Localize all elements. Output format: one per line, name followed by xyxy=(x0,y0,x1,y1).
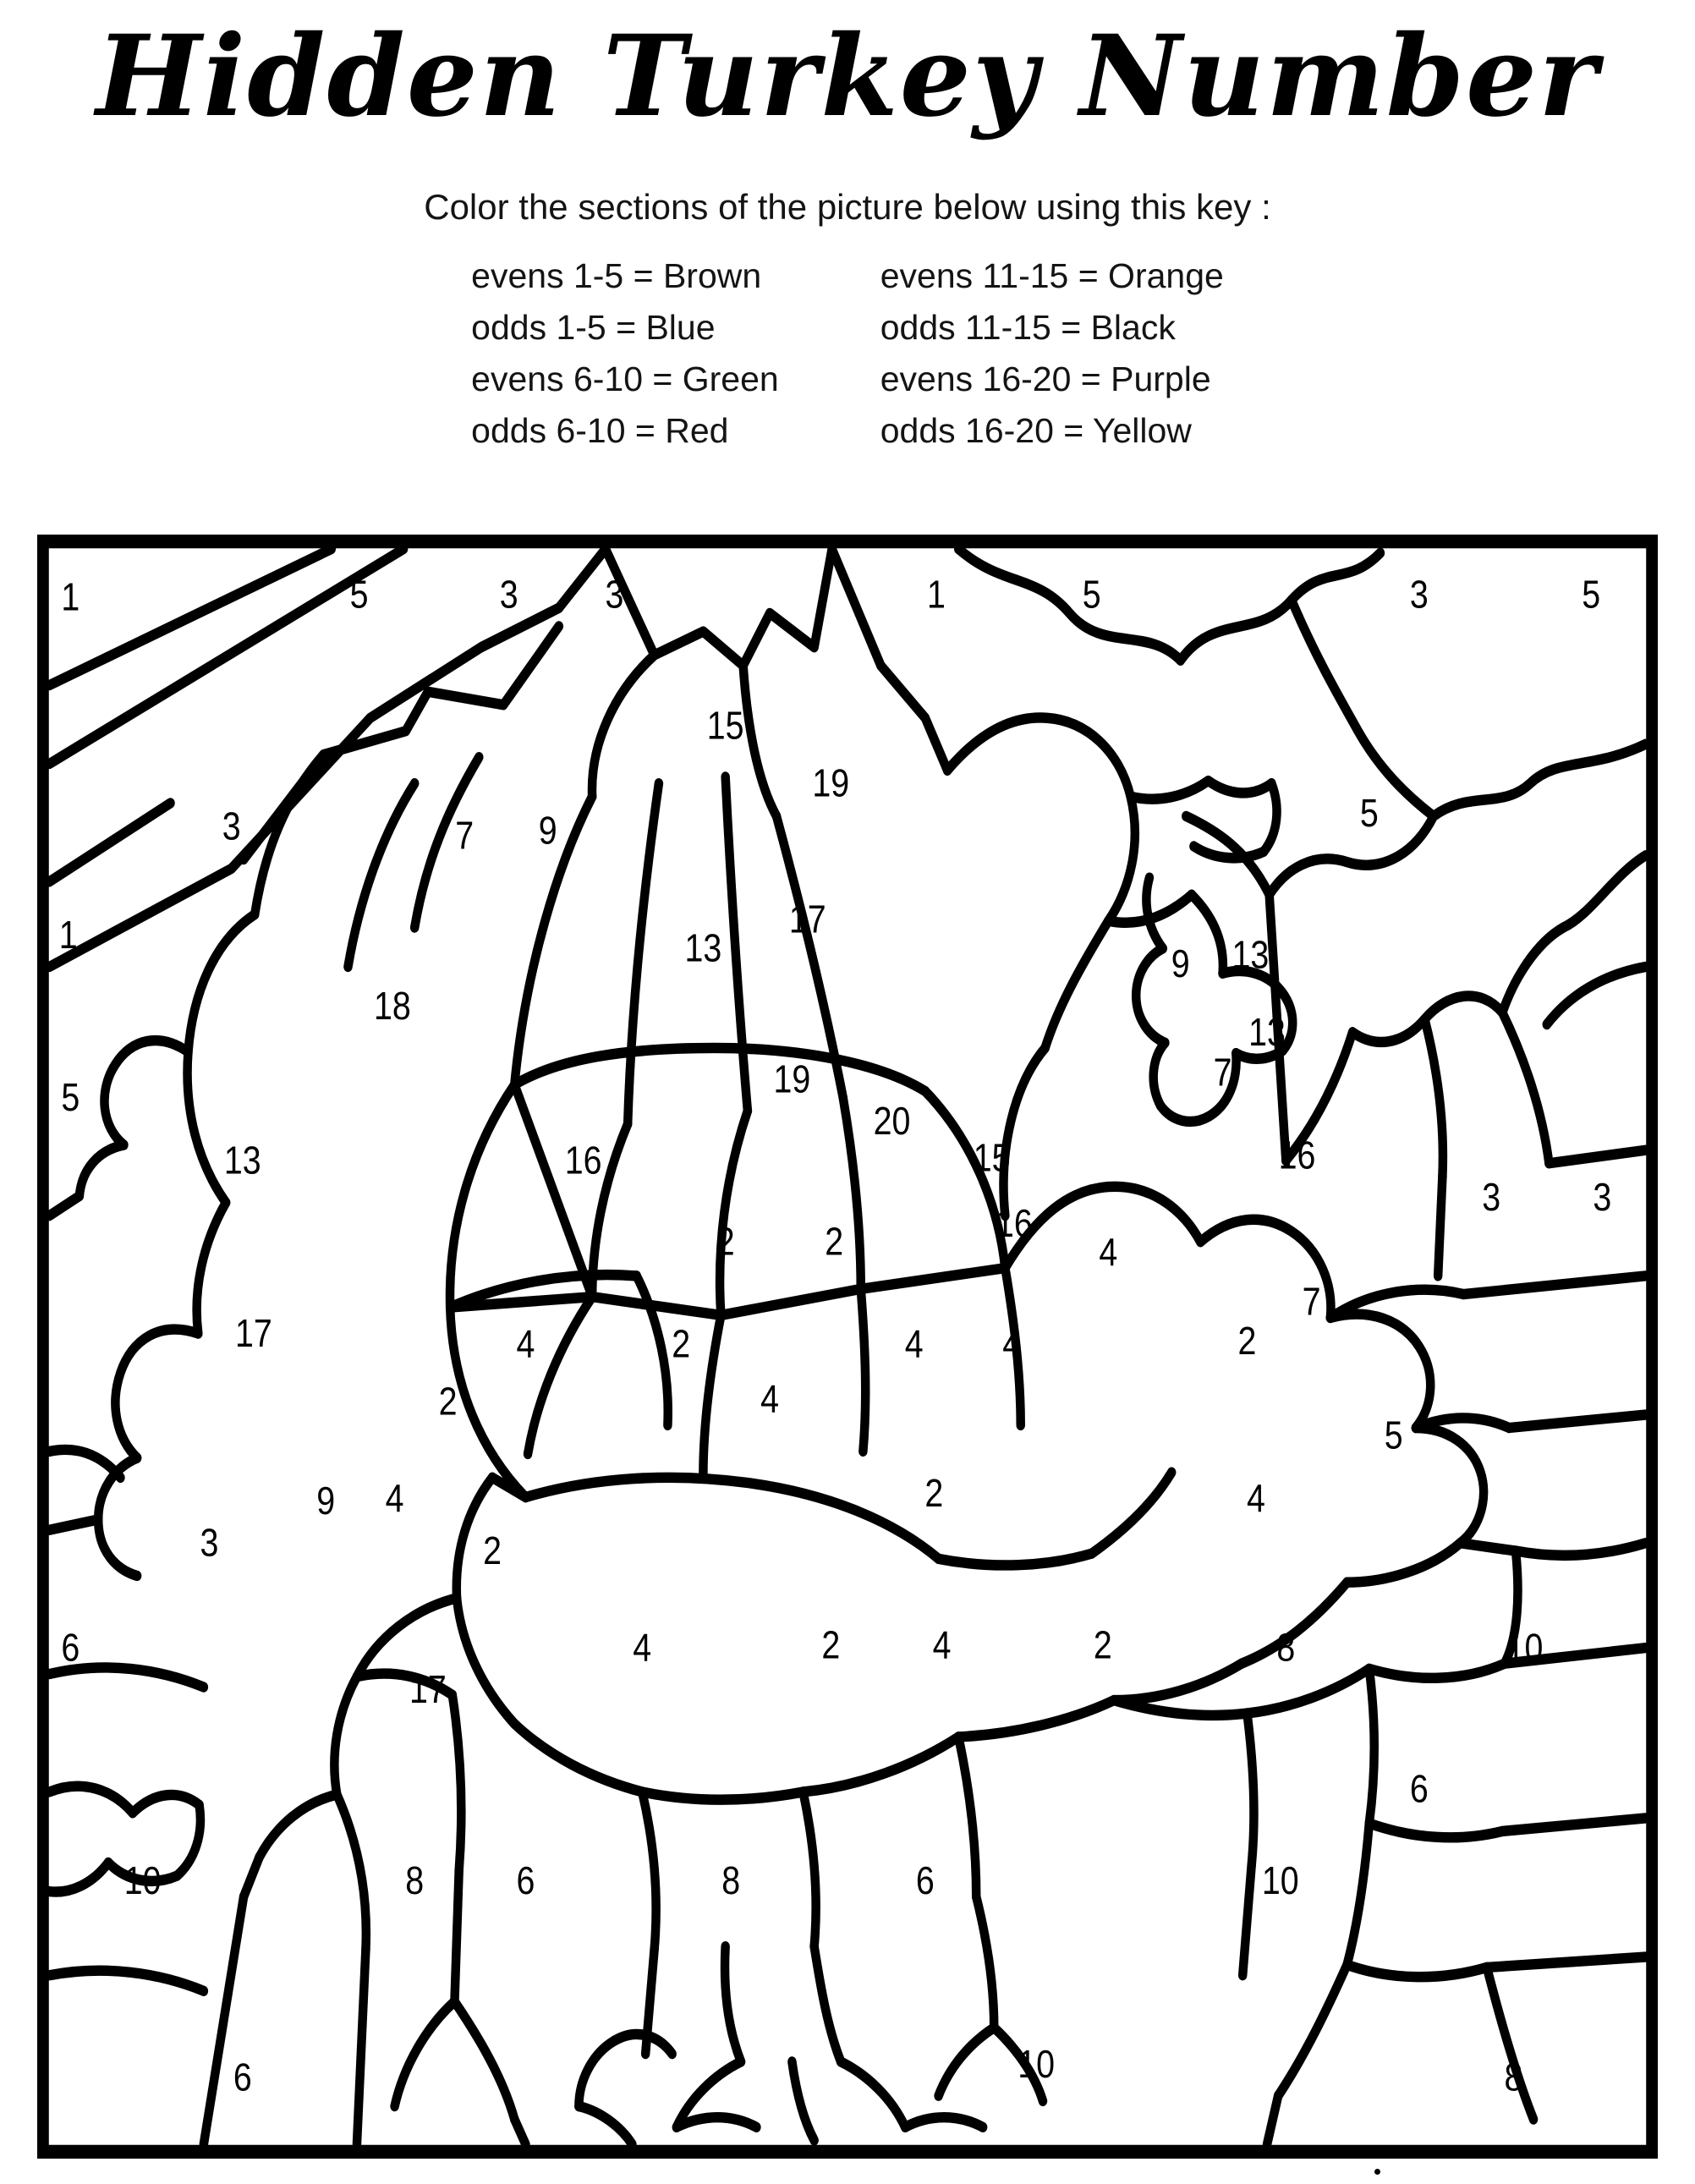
region-number: 2 xyxy=(483,1528,502,1573)
region-number: 8 xyxy=(1504,2055,1523,2100)
region-number: 4 xyxy=(760,1377,780,1422)
region-number: 19 xyxy=(773,1057,811,1102)
region-number: 9 xyxy=(538,809,557,853)
region-number: 17 xyxy=(235,1311,272,1356)
region-number: 7 xyxy=(1302,1280,1321,1325)
region-number: 3 xyxy=(200,1521,219,1566)
region-number: 3 xyxy=(1482,1175,1501,1220)
region-number: 2 xyxy=(825,1220,844,1265)
region-number: 20 xyxy=(873,1100,911,1144)
region-number: 5 xyxy=(1384,1413,1403,1458)
region-number: 5 xyxy=(349,573,369,617)
region-number: 17 xyxy=(409,1668,447,1712)
key-item-odds-11-15: odds 11-15 = Black xyxy=(880,307,1176,347)
key-item-odds-1-5: odds 1-5 = Blue xyxy=(471,307,716,347)
region-number: 3 xyxy=(222,804,241,849)
region-number: 15 xyxy=(706,704,744,749)
region-number: 3 xyxy=(1593,1175,1612,1220)
key-item-evens-6-10: evens 6-10 = Green xyxy=(471,359,779,398)
region-number: 6 xyxy=(915,1859,935,1903)
region-number: 4 xyxy=(1002,1322,1022,1367)
region-number: 2 xyxy=(821,1623,841,1668)
region-number: 6 xyxy=(516,1859,535,1903)
region-number: 4 xyxy=(1246,1476,1265,1521)
region-number: 1 xyxy=(61,575,80,620)
region-number: 13 xyxy=(684,926,722,971)
region-number: 16 xyxy=(995,1201,1033,1246)
region-number: 5 xyxy=(1082,573,1101,617)
region-number: 4 xyxy=(385,1476,404,1521)
region-number: 19 xyxy=(812,761,850,806)
region-number: 16 xyxy=(1278,1133,1316,1178)
key-item-evens-1-5: evens 1-5 = Brown xyxy=(471,255,762,295)
key-item-odds-16-20: odds 16-20 = Yellow xyxy=(880,410,1192,450)
region-number: 8 xyxy=(405,1859,425,1903)
region-number: 10 xyxy=(1018,2042,1055,2087)
region-number: 13 xyxy=(1248,1010,1286,1055)
region-number: 15 xyxy=(973,1136,1011,1181)
region-number: 7 xyxy=(455,814,474,859)
region-number: 9 xyxy=(316,1479,336,1523)
color-key-left-column xyxy=(471,256,779,451)
region-number: 2 xyxy=(672,1322,691,1367)
region-number: 13 xyxy=(1231,933,1270,978)
region-number: 10 xyxy=(1261,1859,1299,1903)
region-number: 17 xyxy=(788,897,826,942)
region-number: 13 xyxy=(223,1139,261,1183)
region-number: 4 xyxy=(633,1626,652,1671)
instruction-text: Color the sections of the picture below using this key : xyxy=(424,186,1271,227)
region-number: 4 xyxy=(1099,1230,1118,1275)
region-number: 2 xyxy=(1093,1623,1112,1668)
region-number: 3 xyxy=(499,573,518,617)
color-key xyxy=(0,256,1695,451)
worksheet-page xyxy=(0,11,1695,2184)
region-number: 9 xyxy=(1171,942,1190,987)
region-number: 4 xyxy=(904,1322,924,1367)
region-number: 5 xyxy=(61,1076,80,1120)
coloring-canvas xyxy=(37,535,1658,2159)
region-number: 10 xyxy=(123,1859,162,1903)
region-number: 6 xyxy=(233,2055,252,2100)
region-number: 3 xyxy=(605,573,624,617)
region-number: 1 xyxy=(58,914,78,958)
region-number: 4 xyxy=(932,1623,952,1668)
region-number: 8 xyxy=(1276,1626,1296,1671)
region-number: 10 xyxy=(1506,1626,1544,1671)
key-item-evens-16-20: evens 16-20 = Purple xyxy=(880,359,1211,398)
color-key-right-column xyxy=(880,256,1224,451)
region-number: 2 xyxy=(716,1220,735,1265)
key-item-odds-6-10: odds 6-10 = Red xyxy=(471,410,729,450)
region-number: 2 xyxy=(1237,1320,1257,1364)
region-number: 5 xyxy=(1359,792,1379,836)
region-number: 8 xyxy=(721,1859,741,1903)
region-number: 6 xyxy=(1409,1767,1429,1812)
region-number: 1 xyxy=(927,573,946,617)
page-footer-mark xyxy=(1374,2169,1380,2175)
region-number: 2 xyxy=(924,1471,944,1516)
region-number: 6 xyxy=(61,1626,80,1671)
region-number: 16 xyxy=(564,1139,602,1183)
key-item-evens-11-15: evens 11-15 = Orange xyxy=(880,255,1224,295)
region-number: 7 xyxy=(1213,1051,1232,1095)
region-number: 4 xyxy=(516,1322,535,1367)
region-number: 2 xyxy=(438,1380,458,1424)
region-number: 18 xyxy=(374,984,411,1029)
region-number: 3 xyxy=(1409,573,1429,617)
turkey-color-by-number-artwork xyxy=(37,535,1658,2159)
region-number: 5 xyxy=(1582,573,1601,617)
page-title: Hidden Turkey Number xyxy=(96,11,1599,142)
